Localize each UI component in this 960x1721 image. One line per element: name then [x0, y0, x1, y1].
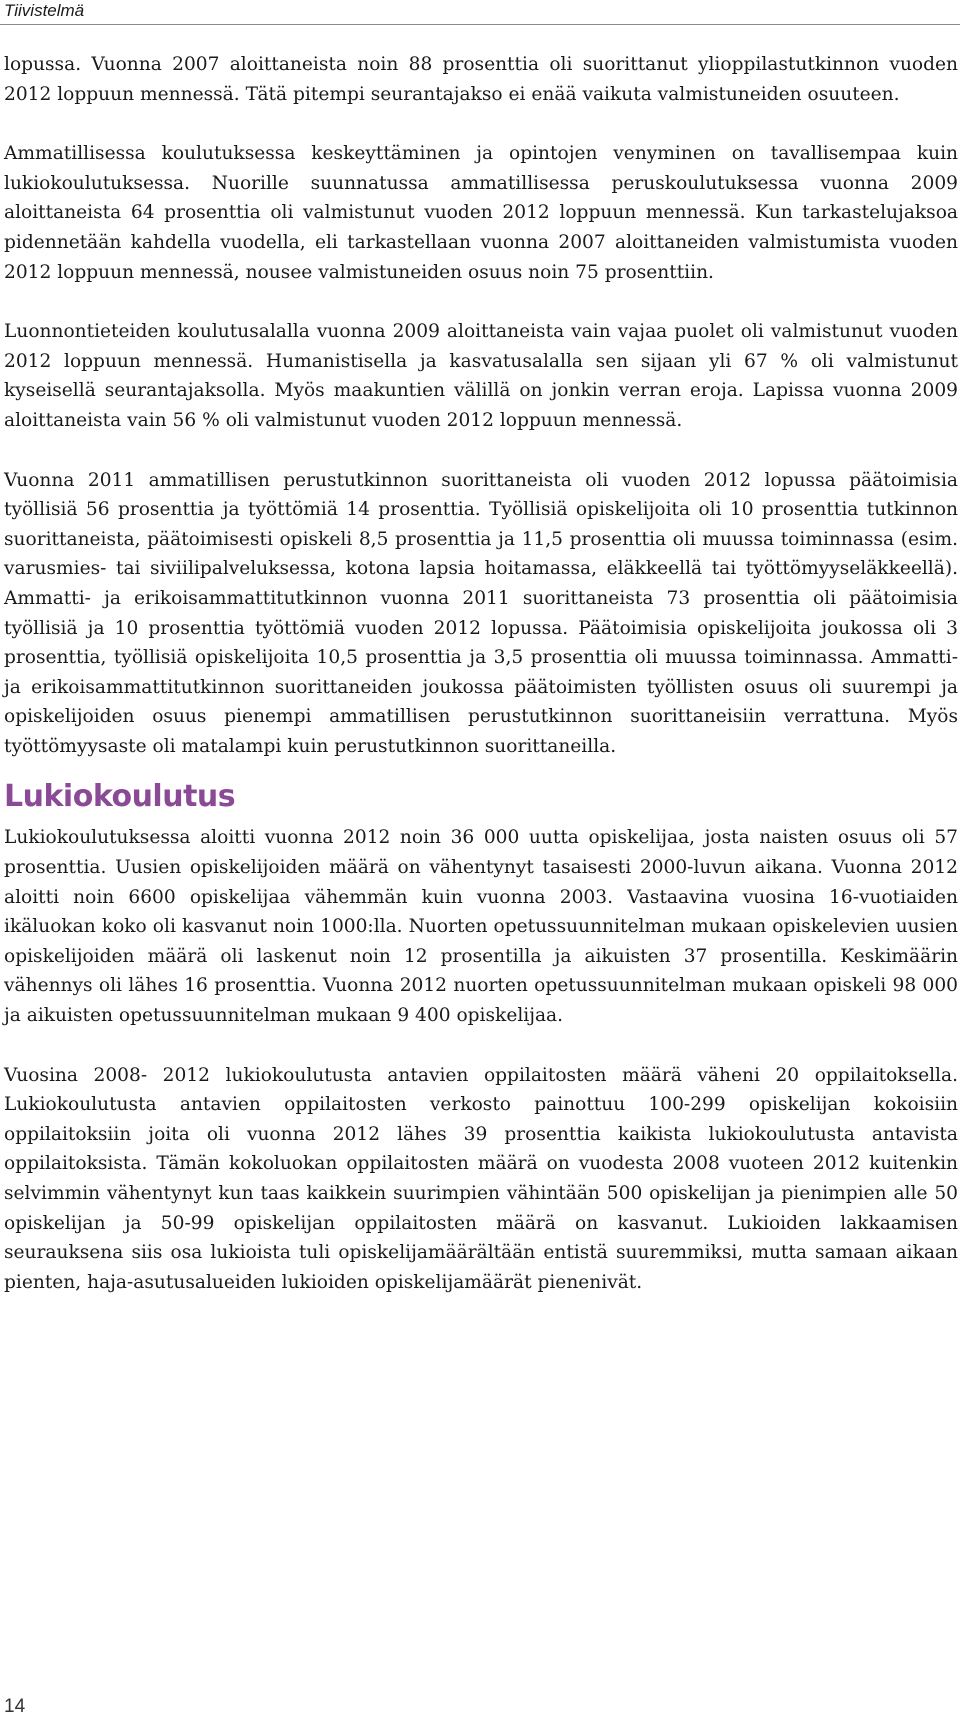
paragraph: lopussa. Vuonna 2007 aloittaneista noin 88 prosenttia oli suorittanut ylioppilastutkinnon vuoden 2012 loppuun mennessä. Tätä pitempi seurantajakso ei enää vaikuta valmistuneiden osuuteen. — [4, 54, 958, 105]
paragraph: Ammatillisessa koulutuksessa keskeyttäminen ja opintojen venyminen on tavallisempaa kuin lukiokoulutuksessa. Nuorille suunnatussa ammatillisessa peruskoulutuksessa vuonna 2009 aloittaneista 64 prosenttia oli valmistunut vuoden 2012 loppuun mennessä. Kun tarkastelujaksoa pidennetään kahdella vuodella, eli tarkastellaan vuonna 2007 aloittaneiden valmistumista vuoden 2012 loppuun mennessä, nousee valmistuneiden osuus noin 75 prosenttiin. — [4, 143, 958, 283]
section-heading: Lukiokoulutus — [4, 779, 236, 815]
body-text — [4, 50, 958, 1327]
paragraph: Luonnontieteiden koulutusalalla vuonna 2009 aloittaneista vain vajaa puolet oli valmistunut vuoden 2012 loppuun mennessä. Humanistisella ja kasvatusalalla sen sijaan yli 67 % oli valmistunut kyseisellä seurantajaksolla. Myös maakuntien välillä on jonkin verran eroja. Lapissa vuonna 2009 aloittaneista vain 56 % oli valmistunut vuoden 2012 loppuun mennessä. — [4, 321, 958, 431]
running-header-title: Tiivistelmä — [4, 1, 85, 20]
paragraph: Lukiokoulutuksessa aloitti vuonna 2012 noin 36 000 uutta opiskelijaa, josta naisten osuus oli 57 prosenttia. Uusien opiskelijoiden määrä on vähentynyt tasaisesti 2000-luvun aikana. Vuonna 2012 aloitti noin 6600 opiskelijaa vähemmän kuin vuonna 2003. Vastaavina vuosina 16-vuotiaiden ikäluokan koko oli kasvanut noin 1000:lla. Nuorten opetussuunnitelman mukaan opiskelevien uusien opiskelijoiden määrä oli laskenut noin 12 prosentilla ja aikuisten 37 prosentilla. Keskimäärin vähennys oli lähes 16 prosenttia. Vuonna 2012 nuorten opetussuunnitelman mukaan opiskeli 98 000 ja aikuisten opetussuunnitelman mukaan 9 400 opiskelijaa. — [4, 827, 958, 1027]
running-header — [0, 0, 960, 24]
paragraph: Vuosina 2008- 2012 lukiokoulutusta antavien oppilaitosten määrä väheni 20 oppilaitoksella. Lukiokoulutusta antavien oppilaitosten verkosto painottuu 100-299 opiskelijan kokoisiin oppilaitoksiin joita oli vuonna 2012 lähes 39 prosenttia kaikista lukiokoulutusta antavista oppilaitoksista. Tämän kokoluokan oppilaitosten määrä on vuodesta 2008 vuoteen 2012 kuitenkin selvimmin vähentynyt kun taas kaikkein suurimpien vähintään 500 opiskelijan ja pienimpien alle 50 opiskelijan ja 50-99 opiskelijan oppilaitosten määrä on kasvanut. Lukioiden lakkaamisen seurauksena siis osa lukioista tuli opiskelijamäärältään entistä suuremmiksi, mutta samaan aikaan pienten, haja-asutusalueiden lukioiden opiskelijamäärät pienenivät. — [4, 1064, 958, 1293]
header-divider — [0, 24, 960, 25]
page-number: 14 — [4, 1696, 26, 1717]
paragraph: Vuonna 2011 ammatillisen perustutkinnon suorittaneista oli vuoden 2012 lopussa päätoimisia työllisiä 56 prosenttia ja työttömiä 14 prosenttia. Työllisiä opiskelijoita oli 10 prosenttia tutkinnon suorittaneista, päätoimisesti opiskeli 8,5 prosenttia ja 11,5 prosenttia oli muussa toiminnassa (esim. varusmies- tai siviilipalveluksessa, kotona lapsia hoitamassa, eläkkeellä tai työttömyyseläkkeellä). Ammatti- ja erikoisammattitutkinnon vuonna 2011 suorittaneista 73 prosenttia oli päätoimisia työllisiä ja 10 prosenttia työttömiä vuoden 2012 lopussa. Päätoimisia opiskelijoita joukossa oli 3 prosenttia, työllisiä opiskelijoita 10,5 prosenttia ja 3,5 prosenttia oli muussa toiminnassa. Ammatti- ja erikoisammattitutkinnon suorittaneiden joukossa päätoimisten työllisten osuus oli suurempi ja opiskelijoiden osuus pienempi ammatillisen perustutkinnon suorittaneisiin verrattuna. Myös työttömyysaste oli matalampi kuin perustutkinnon suorittaneilla. — [4, 469, 958, 757]
